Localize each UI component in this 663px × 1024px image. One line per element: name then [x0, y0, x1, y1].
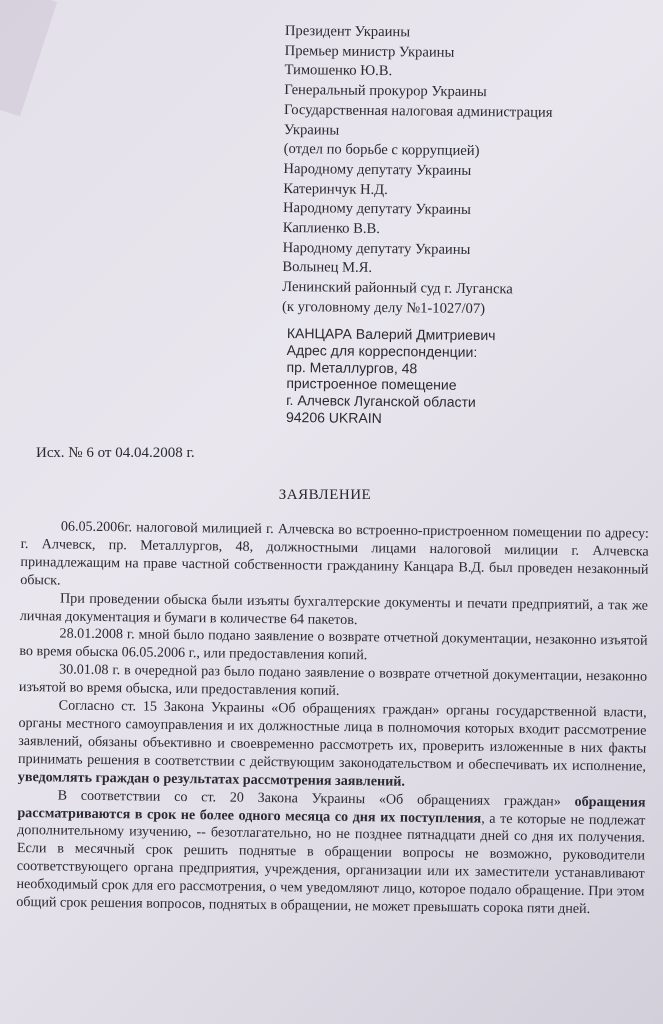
paragraph-text: , а те которые не подлежат дополнительному изучению, -- безотлагательно, но не позднее пятнадцати дней со дня их получения. Если в месячный срок решить поднятые в обращении вопросы не возможно, руководители соответствующего органа предприятия, учреждения, организации или их заместители устанавливают необходимый срок для его рассмотрения, о чем уведомляют лицо, которое подало обращение. При этом общий срок решения вопросов, поднятых в обращении, не может превышать сорока пяти дней. — [16, 810, 646, 918]
addressee-line: Волынец М.Я. — [282, 259, 373, 277]
bold-text: уведомлять граждан о результатах рассмотрения заявлений. — [17, 768, 406, 790]
paragraph-text: Согласно ст. 15 Закона Украины «Об обращениях граждан» органы государственной власти, органы местного самоуправления и их должностные лица в полномочия которых входит рассмотрение заявлений, обязаны объективно и своевременно рассмотреть их, проверить изложенные в них факты принимать решения в соответствии с действующим законодательством и обеспечивать их исполнение, — [17, 697, 647, 775]
paragraph-text: В соответствии со ст. 20 Закона Украины «Об обращениях граждан» — [57, 787, 575, 810]
body-paragraph: 30.01.08 г. в очередной раз было подано заявление о возврате отчетной документации, незаконно изъятой во время обыска, или предоставления копий. — [18, 661, 648, 700]
addressee-line: Народному депутату Украины — [282, 239, 471, 258]
addressee-line: Премьер министр Украины — [284, 42, 455, 61]
addressee-line: Народному депутату Украины — [282, 200, 471, 219]
addressee-line: Катеринчук Н.Д. — [283, 180, 388, 198]
sender-name: КАНЦАРА Валерий Дмитриевич — [286, 325, 496, 344]
addressee-line: Генеральный прокурор Украины — [284, 82, 487, 101]
outgoing-number: Исх. № 6 от 04.04.2008 г. — [36, 445, 195, 461]
addressee-line: Государственная налоговая администрация — [283, 101, 553, 121]
bold-text: обращения рассматриваются в срок не более одного месяца со дня их поступления — [17, 793, 646, 827]
addressee-line: Народному депутату Украины — [283, 160, 472, 179]
addressee-line: Ленинский районный суд г. Луганска — [282, 279, 513, 298]
addressee-line: Украины — [283, 121, 340, 139]
body-paragraph — [16, 787, 645, 920]
sender-address-line: пристроенное помещение — [286, 375, 457, 394]
addressee-block — [282, 22, 645, 321]
addressee-line: Каплиенко В.В. — [282, 220, 380, 238]
sender-address-line: г. Алчевск Луганской области — [286, 392, 476, 411]
addressee-line: Президент Украины — [284, 22, 411, 41]
document-title: ЗАЯВЛЕНИЕ — [278, 487, 372, 503]
sender-address-line: 94206 UKRAIN — [285, 408, 382, 426]
sender-address-label: Адрес для корреспонденции: — [286, 341, 478, 360]
body-paragraph: 28.01.2008 г. мной было подано заявление о возврате отчетной документации, незаконно изъятой во время обыска 06.05.2006 г., или предоставления копий. — [19, 625, 648, 664]
addressee-line: Тимошенко Ю.В. — [284, 62, 393, 80]
document-body — [16, 518, 649, 920]
sender-block — [286, 325, 627, 429]
sender-address-line: пр. Металлургов, 48 — [286, 358, 418, 376]
addressee-line: (к уголовному делу №1-1027/07) — [281, 298, 486, 317]
addressee-line: (отдел по борьбе с коррупцией) — [283, 141, 480, 160]
body-paragraph: При проведении обыска были изъяты бухгалтерские документы и печати предприятий, а так же личная документация и бумаги в количестве 64 пакетов. — [19, 590, 649, 628]
body-paragraph — [18, 697, 647, 794]
body-paragraph: 06.05.2006г. налоговой милицией г. Алчевска во встроенно-пристроенном помещении по адресу: г. Алчевск, пр. Металлургов, 48, должностными лицами налоговой милиции г. Алчевска принадлежащим на праве частной собственности гражданину Канцара В.Д. был проведен незаконный обыск. — [20, 518, 649, 589]
